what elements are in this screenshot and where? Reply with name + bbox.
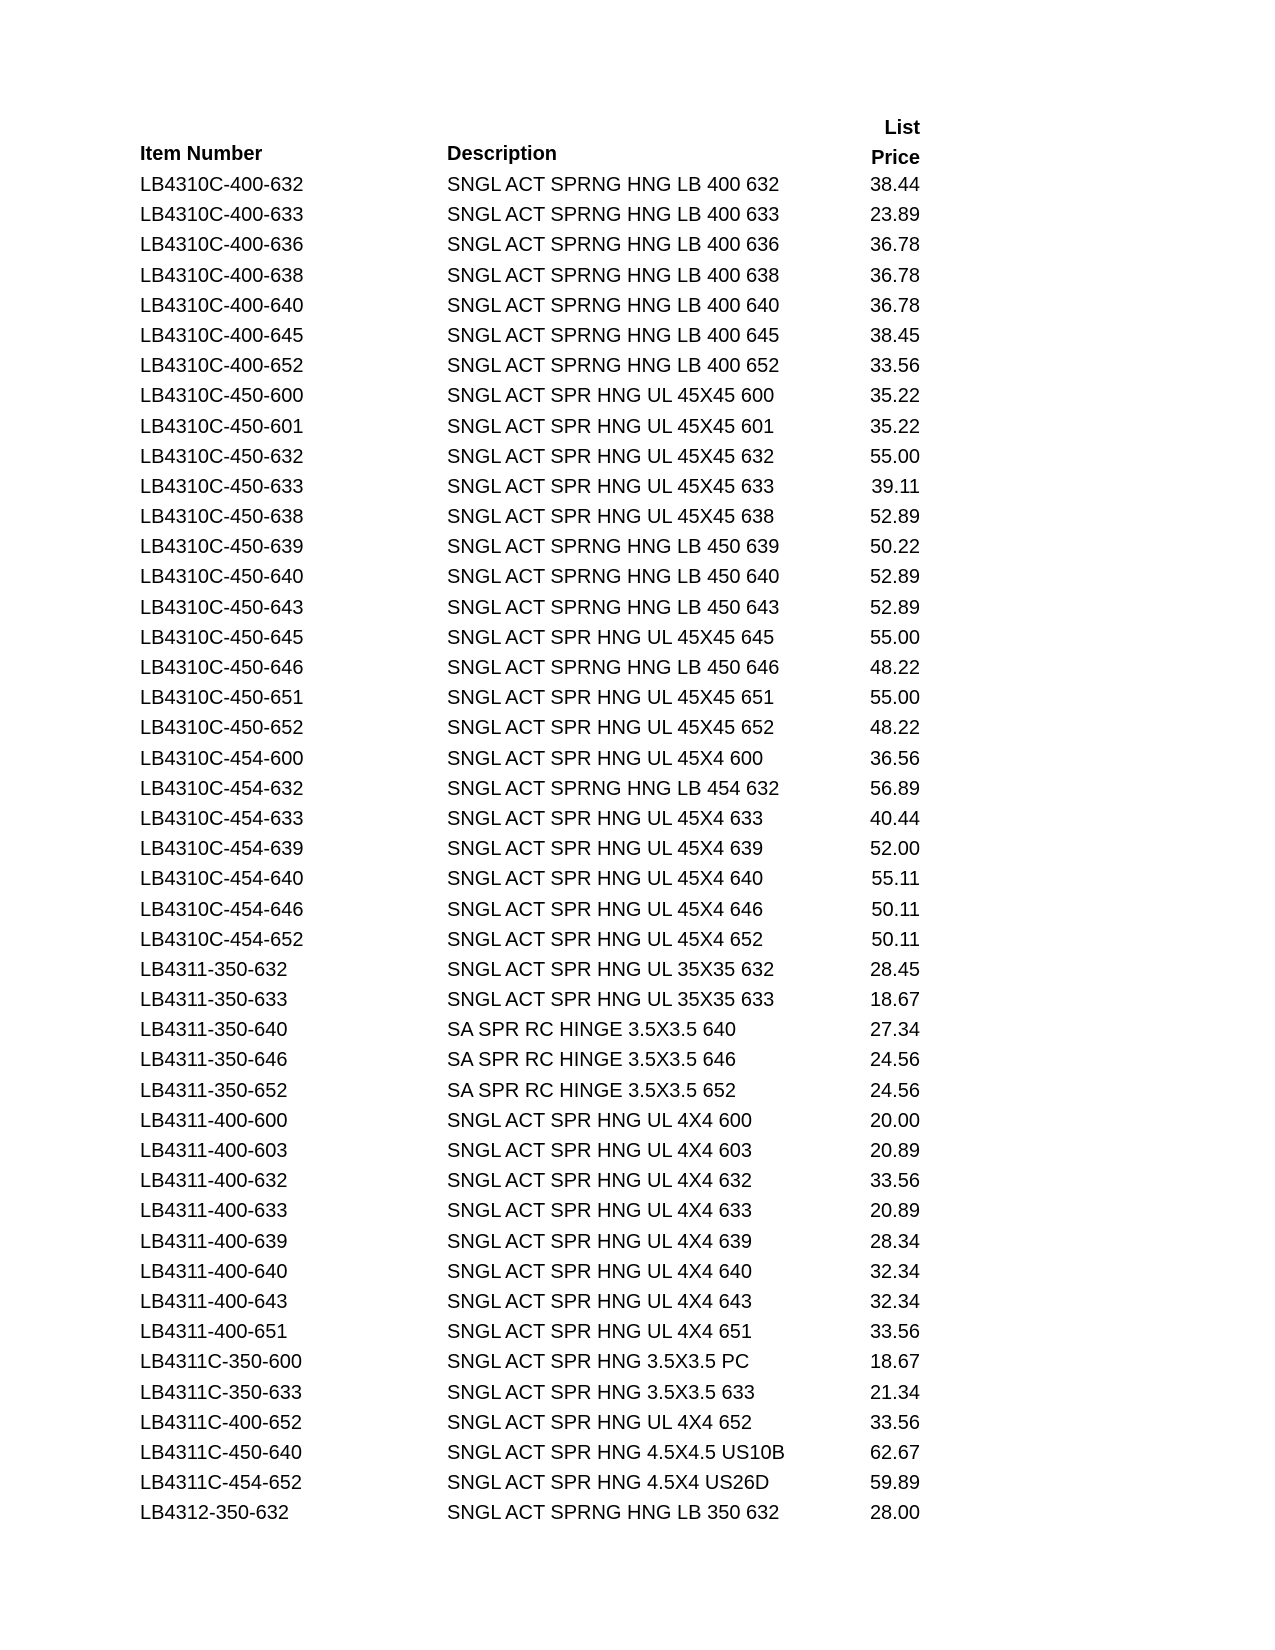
item-number-cell: LB4311-350-646 <box>140 1049 288 1072</box>
item-number-cell: LB4311-350-632 <box>140 958 288 981</box>
item-number-cell: LB4311-350-640 <box>140 1019 288 1042</box>
table-row <box>140 834 920 864</box>
list-price-cell: 50.11 <box>871 928 920 951</box>
list-price-cell: 33.56 <box>869 1321 920 1344</box>
item-number-cell: LB4311C-350-600 <box>140 1351 302 1374</box>
item-number-cell: LB4310C-454-652 <box>140 928 304 951</box>
list-price-cell: 27.34 <box>869 1019 920 1042</box>
description-cell: SNGL ACT SPR HNG UL 45X45 652 <box>447 717 775 740</box>
description-cell: SNGL ACT SPR HNG 3.5X3.5 PC <box>447 1351 750 1374</box>
description-cell: SNGL ACT SPR HNG UL 45X45 633 <box>447 475 775 498</box>
description-cell: SNGL ACT SPR HNG UL 4X4 640 <box>447 1260 752 1283</box>
item-number-cell: LB4311C-350-633 <box>140 1381 302 1404</box>
list-price-cell: 40.44 <box>869 807 920 830</box>
column-header-item-number: Item Number <box>140 143 263 165</box>
table-row <box>140 593 920 623</box>
list-price-cell: 48.22 <box>869 717 920 740</box>
description-cell: SNGL ACT SPR HNG UL 45X45 638 <box>447 506 775 529</box>
list-price-cell: 62.67 <box>869 1441 920 1464</box>
table-row <box>140 1498 920 1528</box>
description-cell: SA SPR RC HINGE 3.5X3.5 646 <box>447 1049 737 1072</box>
description-cell: SNGL ACT SPR HNG UL 45X45 651 <box>447 687 775 710</box>
table-row <box>140 230 920 260</box>
description-cell: SNGL ACT SPR HNG UL 45X45 632 <box>447 445 775 468</box>
list-price-cell: 20.89 <box>869 1200 920 1223</box>
description-cell: SNGL ACT SPRNG HNG LB 450 639 <box>447 536 780 559</box>
description-cell: SNGL ACT SPR HNG UL 4X4 639 <box>447 1230 752 1253</box>
table-row <box>140 472 920 502</box>
table-row <box>140 1408 920 1438</box>
table-row <box>140 502 920 532</box>
item-number-cell: LB4310C-400-645 <box>140 324 304 347</box>
list-price-cell: 52.89 <box>869 506 920 529</box>
item-number-cell: LB4311-400-600 <box>140 1109 288 1132</box>
item-number-cell: LB4310C-400-638 <box>140 264 304 287</box>
item-number-cell: LB4310C-450-651 <box>140 687 304 710</box>
item-number-cell: LB4310C-450-645 <box>140 626 304 649</box>
list-price-cell: 20.89 <box>869 1140 920 1162</box>
list-price-cell: 36.78 <box>869 294 920 317</box>
item-number-cell: LB4310C-454-639 <box>140 838 304 861</box>
description-cell: SNGL ACT SPR HNG UL 35X35 633 <box>447 989 775 1012</box>
table-row <box>140 1076 920 1106</box>
list-price-cell: 36.78 <box>869 264 920 287</box>
description-cell: SNGL ACT SPRNG HNG LB 400 633 <box>447 204 780 227</box>
table-row <box>140 955 920 985</box>
item-number-cell: LB4311C-454-652 <box>140 1472 302 1495</box>
item-number-cell: LB4310C-450-643 <box>140 596 304 619</box>
table-header-row <box>140 110 920 170</box>
table-row <box>140 170 920 200</box>
item-number-cell: LB4310C-450-639 <box>140 536 304 559</box>
table-row <box>140 895 920 925</box>
item-number-cell: LB4310C-454-632 <box>140 777 304 800</box>
description-cell: SNGL ACT SPR HNG 4.5X4 US26D <box>447 1472 770 1495</box>
item-number-cell: LB4310C-400-633 <box>140 204 304 227</box>
list-price-cell: 23.89 <box>869 204 920 227</box>
description-cell: SNGL ACT SPR HNG UL 4X4 652 <box>447 1411 752 1434</box>
description-cell: SNGL ACT SPR HNG UL 4X4 603 <box>447 1140 752 1162</box>
list-price-cell: 28.00 <box>869 1502 920 1525</box>
description-cell: SNGL ACT SPR HNG 3.5X3.5 633 <box>447 1381 755 1404</box>
column-header-list-price-line2: Price <box>871 147 920 169</box>
item-number-cell: LB4310C-450-646 <box>140 657 304 679</box>
column-header-list-price-line1: List <box>884 117 920 139</box>
description-cell: SNGL ACT SPRNG HNG LB 400 652 <box>447 355 780 378</box>
item-number-cell: LB4311-400-651 <box>140 1321 288 1344</box>
column-header-description: Description <box>447 143 558 165</box>
description-cell: SNGL ACT SPR HNG UL 4X4 643 <box>447 1290 752 1313</box>
table-row <box>140 1015 920 1045</box>
item-number-cell: LB4312-350-632 <box>140 1502 290 1525</box>
table-row <box>140 1257 920 1287</box>
description-cell: SNGL ACT SPR HNG UL 45X45 645 <box>447 626 775 649</box>
item-number-cell: LB4310C-454-600 <box>140 747 304 770</box>
list-price-cell: 55.00 <box>869 626 920 649</box>
table-row <box>140 442 920 472</box>
item-number-cell: LB4310C-400-640 <box>140 294 304 317</box>
item-number-cell: LB4311C-450-640 <box>140 1441 302 1464</box>
item-number-cell: LB4310C-450-638 <box>140 506 304 529</box>
list-price-cell: 33.56 <box>869 1170 920 1193</box>
table-row <box>140 200 920 230</box>
table-row <box>140 412 920 442</box>
table-row <box>140 381 920 411</box>
description-cell: SNGL ACT SPR HNG UL 45X4 640 <box>447 868 764 891</box>
item-number-cell: LB4310C-450-652 <box>140 717 304 740</box>
price-list-table <box>140 110 920 1528</box>
item-number-cell: LB4311-400-633 <box>140 1200 288 1223</box>
list-price-cell: 52.89 <box>869 566 920 589</box>
list-price-cell: 52.89 <box>869 596 920 619</box>
item-number-cell: LB4310C-450-633 <box>140 475 304 498</box>
list-price-cell: 24.56 <box>869 1049 920 1072</box>
description-cell: SA SPR RC HINGE 3.5X3.5 640 <box>447 1019 737 1042</box>
item-number-cell: LB4310C-450-640 <box>140 566 304 589</box>
item-number-cell: LB4310C-454-646 <box>140 898 304 921</box>
item-number-cell: LB4310C-450-600 <box>140 385 304 408</box>
item-number-cell: LB4311-350-633 <box>140 989 288 1012</box>
list-price-cell: 36.56 <box>869 747 920 770</box>
table-row <box>140 1106 920 1136</box>
list-price-cell: 32.34 <box>869 1290 920 1313</box>
table-row <box>140 1136 920 1166</box>
item-number-cell: LB4311-400-603 <box>140 1140 288 1162</box>
item-number-cell: LB4311-400-639 <box>140 1230 288 1253</box>
description-cell: SNGL ACT SPR HNG UL 45X45 600 <box>447 385 775 408</box>
list-price-cell: 32.34 <box>869 1260 920 1283</box>
table-row <box>140 864 920 894</box>
description-cell: SNGL ACT SPRNG HNG LB 400 638 <box>447 264 780 287</box>
description-cell: SNGL ACT SPRNG HNG LB 400 636 <box>447 234 780 257</box>
item-number-cell: LB4311C-400-652 <box>140 1411 302 1434</box>
list-price-cell: 55.11 <box>871 868 920 891</box>
description-cell: SNGL ACT SPRNG HNG LB 450 640 <box>447 566 780 589</box>
list-price-cell: 18.67 <box>869 1351 920 1374</box>
list-price-cell: 24.56 <box>869 1079 920 1102</box>
description-cell: SNGL ACT SPRNG HNG LB 400 645 <box>447 324 780 347</box>
list-price-cell: 33.56 <box>869 355 920 378</box>
table-row <box>140 1045 920 1075</box>
list-price-cell: 39.11 <box>871 475 920 498</box>
list-price-cell: 18.67 <box>869 989 920 1012</box>
description-cell: SNGL ACT SPR HNG UL 45X4 633 <box>447 807 764 830</box>
column-header-list-price <box>871 113 920 173</box>
table-row <box>140 1438 920 1468</box>
table-row <box>140 1196 920 1226</box>
list-price-cell: 55.00 <box>869 445 920 468</box>
table-row <box>140 623 920 653</box>
table-row <box>140 1166 920 1196</box>
list-price-cell: 55.00 <box>869 687 920 710</box>
item-number-cell: LB4310C-454-640 <box>140 868 304 891</box>
description-cell: SNGL ACT SPR HNG UL 45X4 646 <box>447 898 764 921</box>
list-price-cell: 48.22 <box>869 657 920 679</box>
table-row <box>140 713 920 743</box>
table-row <box>140 1347 920 1377</box>
description-cell: SNGL ACT SPRNG HNG LB 350 632 <box>447 1502 780 1525</box>
list-price-cell: 35.22 <box>869 415 920 438</box>
description-cell: SNGL ACT SPR HNG 4.5X4.5 US10B <box>447 1441 785 1464</box>
table-row <box>140 351 920 381</box>
list-price-cell: 33.56 <box>869 1411 920 1434</box>
item-number-cell: LB4310C-450-601 <box>140 415 304 438</box>
table-row <box>140 1468 920 1498</box>
description-cell: SNGL ACT SPR HNG UL 4X4 632 <box>447 1170 752 1193</box>
list-price-cell: 52.00 <box>869 838 920 861</box>
table-row <box>140 1287 920 1317</box>
list-price-cell: 59.89 <box>869 1472 920 1495</box>
description-cell: SNGL ACT SPR HNG UL 35X35 632 <box>447 958 775 981</box>
table-row <box>140 1378 920 1408</box>
item-number-cell: LB4311-400-643 <box>140 1290 288 1313</box>
description-cell: SNGL ACT SPR HNG UL 4X4 633 <box>447 1200 752 1223</box>
list-price-cell: 21.34 <box>869 1381 920 1404</box>
list-price-cell: 50.11 <box>871 898 920 921</box>
table-row <box>140 1317 920 1347</box>
description-cell: SNGL ACT SPRNG HNG LB 454 632 <box>447 777 780 800</box>
table-row <box>140 985 920 1015</box>
list-price-cell: 20.00 <box>869 1109 920 1132</box>
item-number-cell: LB4310C-400-652 <box>140 355 304 378</box>
item-number-cell: LB4310C-454-633 <box>140 807 304 830</box>
list-price-cell: 50.22 <box>869 536 920 559</box>
description-cell: SNGL ACT SPRNG HNG LB 450 646 <box>447 657 780 679</box>
list-price-cell: 38.44 <box>869 174 920 196</box>
list-price-cell: 36.78 <box>869 234 920 257</box>
description-cell: SNGL ACT SPR HNG UL 45X4 652 <box>447 928 764 951</box>
list-price-cell: 28.45 <box>869 958 920 981</box>
description-cell: SNGL ACT SPR HNG UL 45X45 601 <box>447 415 775 438</box>
item-number-cell: LB4311-350-652 <box>140 1079 288 1102</box>
table-row <box>140 321 920 351</box>
table-row <box>140 532 920 562</box>
description-cell: SNGL ACT SPR HNG UL 45X4 600 <box>447 747 764 770</box>
item-number-cell: LB4311-400-640 <box>140 1260 288 1283</box>
list-price-cell: 35.22 <box>869 385 920 408</box>
description-cell: SA SPR RC HINGE 3.5X3.5 652 <box>447 1079 737 1102</box>
item-number-cell: LB4310C-400-632 <box>140 174 304 196</box>
description-cell: SNGL ACT SPR HNG UL 4X4 651 <box>447 1321 752 1344</box>
table-row <box>140 291 920 321</box>
table-row <box>140 1227 920 1257</box>
list-price-cell: 56.89 <box>869 777 920 800</box>
description-cell: SNGL ACT SPR HNG UL 4X4 600 <box>447 1109 752 1132</box>
description-cell: SNGL ACT SPR HNG UL 45X4 639 <box>447 838 764 861</box>
table-body <box>140 170 920 1528</box>
table-row <box>140 804 920 834</box>
table-row <box>140 261 920 291</box>
table-row <box>140 744 920 774</box>
table-row <box>140 653 920 683</box>
table-row <box>140 562 920 592</box>
item-number-cell: LB4311-400-632 <box>140 1170 288 1193</box>
description-cell: SNGL ACT SPRNG HNG LB 400 640 <box>447 294 780 317</box>
table-row <box>140 925 920 955</box>
table-row <box>140 683 920 713</box>
list-price-cell: 28.34 <box>869 1230 920 1253</box>
description-cell: SNGL ACT SPRNG HNG LB 400 632 <box>447 174 780 196</box>
item-number-cell: LB4310C-450-632 <box>140 445 304 468</box>
table-row <box>140 774 920 804</box>
description-cell: SNGL ACT SPRNG HNG LB 450 643 <box>447 596 780 619</box>
item-number-cell: LB4310C-400-636 <box>140 234 304 257</box>
list-price-cell: 38.45 <box>869 324 920 347</box>
